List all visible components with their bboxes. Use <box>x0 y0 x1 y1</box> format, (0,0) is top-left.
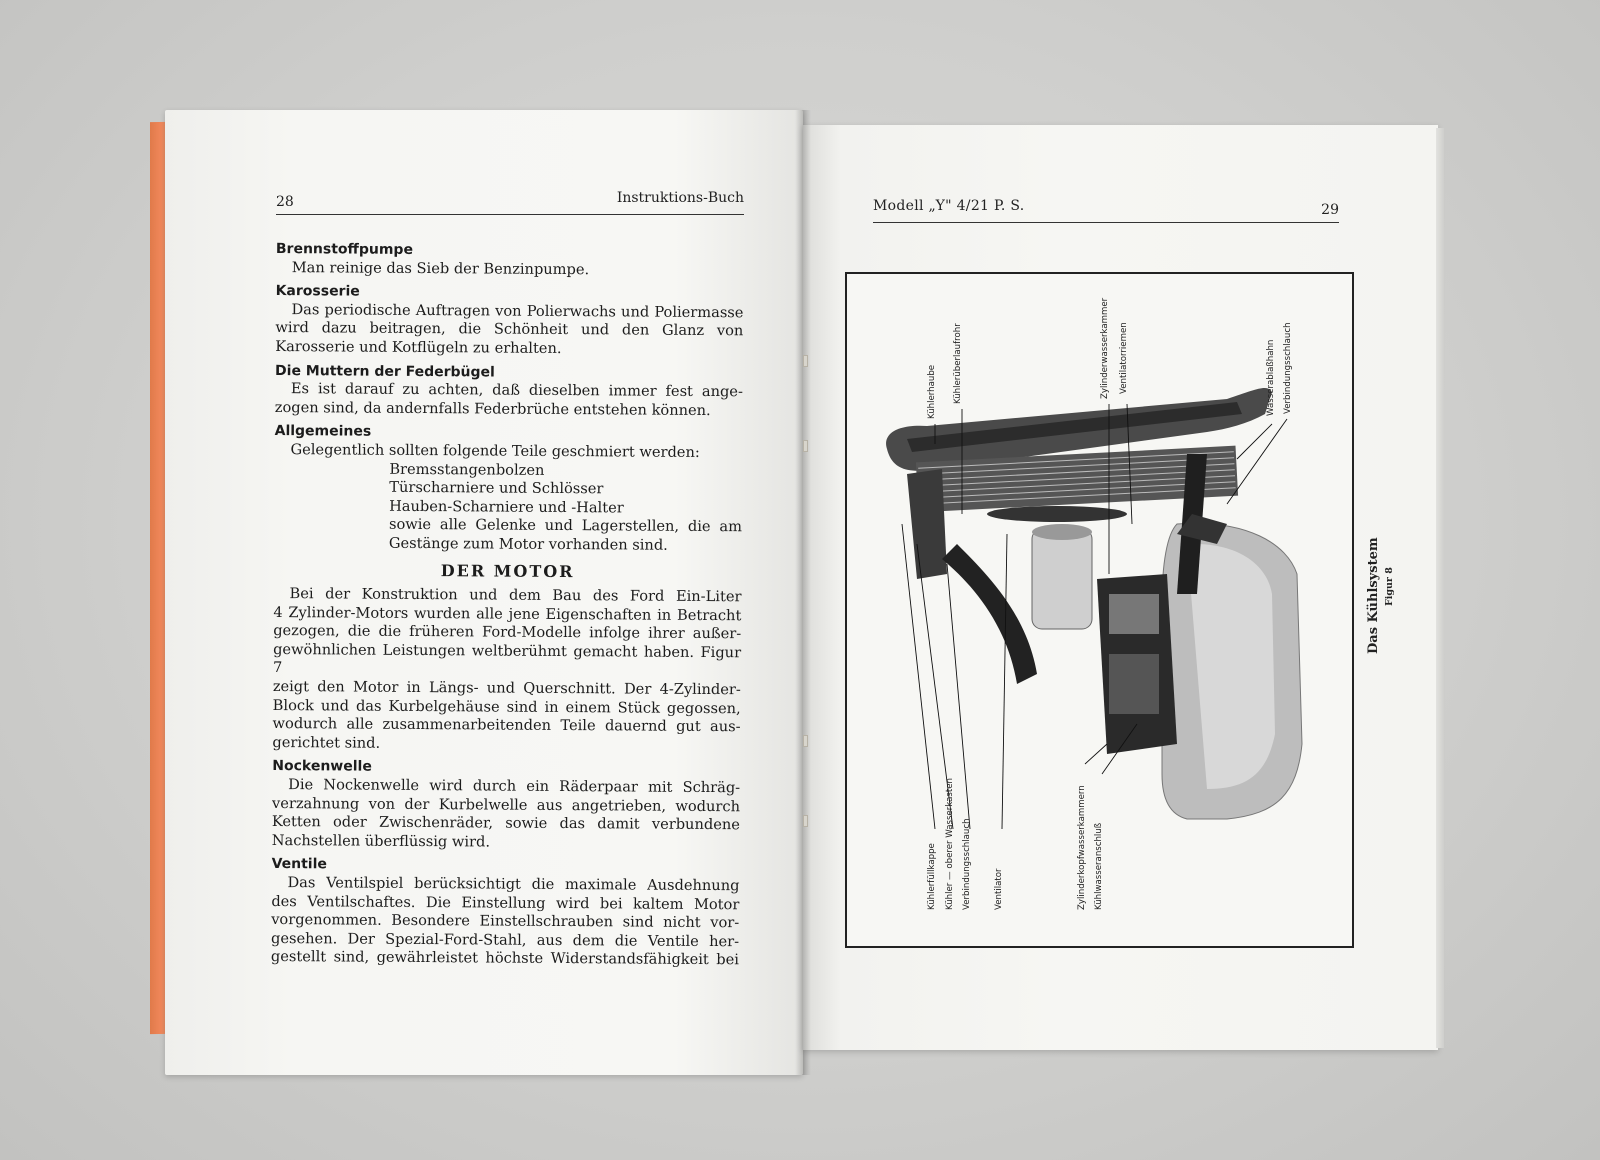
paragraph-line: Man reinige das Sieb der Benzinpumpe. <box>291 258 590 278</box>
figure-label: Verbindungsschlauch <box>962 818 972 910</box>
section-heading: Karosserie <box>275 283 360 300</box>
figure-label: Kühlerfüllkappe <box>927 843 937 910</box>
paragraph-line: zogen sind, da andernfalls Federbrüche entstehen können. <box>274 398 711 419</box>
right-page-edge <box>1436 128 1444 1048</box>
paragraph-line: zeigt den Motor in Längs- und Querschnitt. Der 4-Zylinder- <box>272 678 741 699</box>
paragraph-line: vorgenommen. Besondere Einstellschrauben sind nicht vor- <box>271 911 740 932</box>
paragraph-line: des Ventilschaftes. Die Einstellung wird bei kaltem Motor <box>271 892 740 913</box>
paragraph-line: Ketten oder Zwischenräder, sowie das damit verbundene <box>271 813 740 834</box>
paragraph-line: gewöhnlichen Leistungen weltberühmt gemacht haben. Figur 7 <box>272 640 742 677</box>
binding-stitch <box>803 815 808 827</box>
paragraph-line: Nachstellen überflüssig wird. <box>271 831 491 851</box>
paragraph-line: Karosserie und Kotflügeln zu erhalten. <box>275 337 562 357</box>
paragraph-line: gezogen, die die früheren Ford-Modelle infolge ihrer außer- <box>273 622 742 643</box>
paragraph-line: 4 Zylinder-Motors wurden alle jene Eigenschaften in Betracht <box>273 603 742 624</box>
section-heading: Brennstoffpumpe <box>275 240 414 258</box>
list-item: sowie alle Gelenke und Lagerstellen, die am <box>388 516 743 536</box>
figure-title: Das Kühlsystem <box>1366 537 1381 654</box>
figure-label: Ventilatorriemen <box>1119 322 1129 394</box>
left-page-text <box>271 235 744 970</box>
book-gutter <box>795 110 811 1075</box>
paragraph-line: gerichtet sind. <box>272 733 381 752</box>
running-title: Instruktions-Buch <box>616 190 744 206</box>
figure-label: Zylinderkopfwasserkammern <box>1077 785 1087 910</box>
binding-stitch <box>803 735 808 747</box>
figure-label: Ventilator <box>994 868 1004 910</box>
figure-label: Kühler — oberer Wasserkasten <box>945 778 955 910</box>
paragraph-line: gesehen. Der Spezial-Ford-Stahl, aus dem die Ventile her- <box>271 929 740 951</box>
lubrication-list <box>274 460 743 556</box>
binding-stitch <box>803 440 808 452</box>
figure-label: Kühlerüberlaufrohr <box>953 323 963 404</box>
section-heading: Ventile <box>271 856 327 873</box>
paragraph-line: Das periodische Auftragen von Polierwachs und Poliermasse <box>291 300 744 322</box>
paragraph-line: Es ist darauf zu achten, daß dieselben immer fest ange- <box>290 380 743 401</box>
figure-label: Wasserablaßhahn <box>1266 339 1276 416</box>
section-heading: Allgemeines <box>274 423 372 441</box>
page-number: 28 <box>276 194 294 210</box>
paragraph-line: wird dazu beitragen, die Schönheit und den Glanz von <box>275 319 744 340</box>
paragraph-line: Die Nockenwelle wird durch ein Räderpaar mit Schräg- <box>288 776 741 797</box>
list-item: Hauben-Scharniere und -Halter <box>389 497 624 517</box>
list-item: Türscharniere und Schlösser <box>389 478 604 498</box>
figure-label: Kühlwasseranschluß <box>1094 822 1104 910</box>
cooling-system-figure <box>845 272 1354 948</box>
paragraph-line: verzahnung von der Kurbelwelle aus angetrieben, wodurch <box>271 794 741 815</box>
paragraph-line: Gelegentlich sollten folgende Teile geschmiert werden: <box>290 441 700 461</box>
section-heading: Die Muttern der Federbügel <box>274 362 495 381</box>
list-item: Bremsstangenbolzen <box>389 460 545 479</box>
right-page-header <box>873 198 1339 223</box>
section-heading: Nockenwelle <box>272 758 372 776</box>
list-item: Gestänge zum Motor vorhanden sind. <box>388 534 668 554</box>
binding-stitch <box>803 355 808 367</box>
figure-label: Verbindungsschlauch <box>1283 322 1293 414</box>
figure-caption <box>1366 537 1414 664</box>
figure-number: Figur 8 <box>1384 567 1395 606</box>
figure-label: Kühlerhaube <box>927 364 937 419</box>
figure-label: Zylinderwasserkammer <box>1100 297 1110 399</box>
paragraph-line: Das Ventilspiel berücksichtigt die maximale Ausdehnung <box>287 874 740 895</box>
running-title: Modell „Y" 4/21 P. S. <box>873 198 1025 214</box>
paragraph-line: Bei der Konstruktion und dem Bau des Ford Ein-Liter <box>289 585 742 606</box>
paragraph-line: wodurch alle zusammenarbeitenden Teile dauernd gut aus- <box>272 715 741 736</box>
paragraph-line: Block und das Kurbelgehäuse sind in einem Stück gegossen, <box>272 696 741 717</box>
paragraph-line: gestellt sind, gewährleistet höchste Widerstandsfähigkeit bei <box>270 948 740 969</box>
left-page-header <box>276 190 744 215</box>
chapter-title: DER MOTOR <box>440 560 575 581</box>
page-number: 29 <box>1321 202 1339 218</box>
